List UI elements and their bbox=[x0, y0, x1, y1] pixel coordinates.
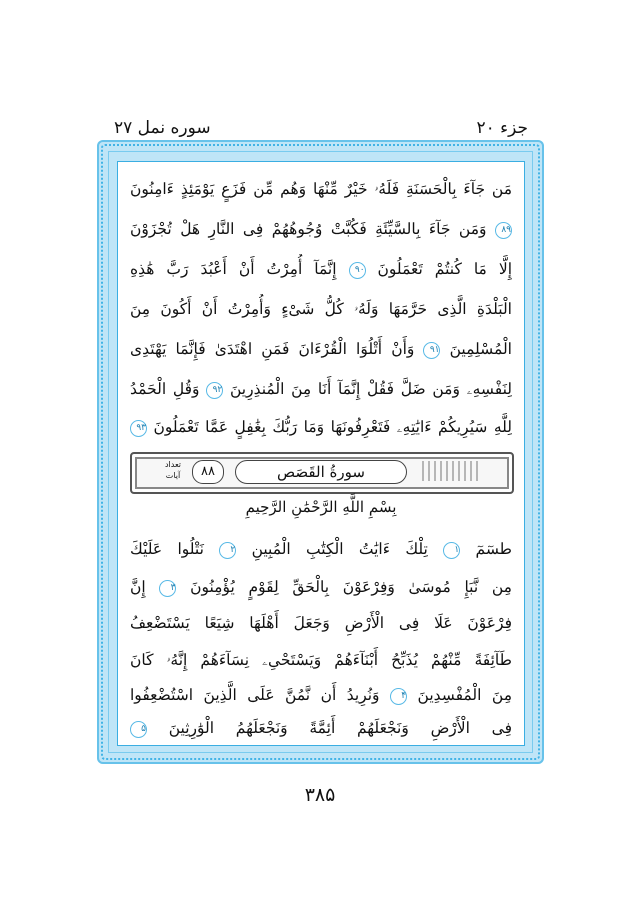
text-line bbox=[130, 572, 512, 602]
text-page bbox=[117, 161, 525, 746]
verse-text: وَمَن جَآءَ بِالسَّيِّئَةِ فَكُبَّتْ وُجُوهُهُمْ فِى النَّارِ هَلْ تُجْزَوْنَ bbox=[130, 220, 487, 238]
ayat-count: ۸۸ bbox=[192, 460, 224, 484]
ayah-marker: ۵ bbox=[130, 721, 147, 738]
verse-text: لِلَّهِ سَيُرِيكُمْ ءَايَٰتِهِۦ فَتَعْرِفُونَهَا وَمَا رَبُّكَ بِغَٰفِلٍ عَمَّا تَعْمَلُونَ bbox=[153, 418, 512, 436]
text-line bbox=[130, 214, 512, 244]
text-line bbox=[130, 374, 512, 404]
verse-text: مِن نَّبَإِ مُوسَىٰ وَفِرْعَوْنَ بِالْحَقِّ لِقَوْمٍ يُؤْمِنُونَ bbox=[190, 578, 512, 596]
ayah-marker: ۹۰ bbox=[349, 262, 366, 279]
text-line bbox=[130, 254, 512, 284]
text-line bbox=[130, 174, 512, 204]
text-line bbox=[130, 534, 512, 564]
verse-text: فِى الْأَرْضِ وَنَجْعَلَهُمْ أَئِمَّةً وَنَجْعَلَهُمُ الْوَٰرِثِينَ bbox=[168, 719, 512, 737]
banner-ornament bbox=[422, 461, 482, 481]
surah-name: سورةُ القَصَص bbox=[235, 460, 407, 484]
page-number: ۳۸۵ bbox=[304, 784, 336, 806]
ayah-marker: ۳ bbox=[159, 580, 176, 597]
verse-text: الْمُسْلِمِينَ bbox=[449, 340, 512, 358]
ayah-marker: ۸۹ bbox=[495, 222, 512, 239]
verse-text: وَأَنْ أَتْلُوَا الْقُرْءَانَ فَمَنِ اهْتَدَىٰ فَإِنَّمَا يَهْتَدِى bbox=[130, 340, 415, 358]
ayah-marker: ۹۱ bbox=[423, 342, 440, 359]
verse-text: تِلْكَ ءَايَٰتُ الْكِتَٰبِ الْمُبِينِ bbox=[251, 540, 428, 558]
ayah-marker: ۹۳ bbox=[130, 420, 147, 437]
text-line bbox=[130, 645, 512, 675]
basmala: بِسْمِ اللَّهِ الرَّحْمَٰنِ الرَّحِيمِ bbox=[245, 498, 397, 516]
ayah-marker: ۹۲ bbox=[206, 382, 223, 399]
verse-text: وَنُرِيدُ أَن نَّمُنَّ عَلَى الَّذِينَ اسْتُضْعِفُوا bbox=[130, 686, 380, 704]
verse-text: مَن جَآءَ بِالْحَسَنَةِ فَلَهُۥ خَيْرٌ مِّنْهَا وَهُم مِّن فَزَعٍ يَوْمَئِذٍ ءَامِنُونَ bbox=[130, 180, 512, 198]
verse-text: طسٓمٓ bbox=[475, 540, 512, 558]
ayah-marker: ۱ bbox=[443, 542, 460, 559]
verse-text: لِنَفْسِهِۦ وَمَن ضَلَّ فَقُلْ إِنَّمَآ أَنَا مِنَ الْمُنذِرِينَ bbox=[229, 380, 512, 398]
text-line bbox=[130, 608, 512, 638]
text-line bbox=[130, 294, 512, 324]
surah-label: سوره نمل ۲۷ bbox=[114, 118, 211, 138]
verse-text: الْبَلْدَةِ الَّذِى حَرَّمَهَا وَلَهُۥ كُلُّ شَىْءٍ وَأُمِرْتُ أَنْ أَكُونَ مِنَ bbox=[130, 300, 512, 318]
page-header bbox=[114, 118, 528, 140]
verse-text: مِنَ الْمُفْسِدِينَ bbox=[417, 686, 512, 704]
surah-banner bbox=[130, 452, 514, 494]
verse-text: إِلَّا مَا كُنتُمْ تَعْمَلُونَ bbox=[377, 260, 512, 278]
juz-label: جزء ۲۰ bbox=[476, 118, 528, 138]
ayah-marker: ۴ bbox=[390, 688, 407, 705]
ayat-count-label: تعداد آيات bbox=[164, 460, 182, 480]
verse-text: فِرْعَوْنَ عَلَا فِى الْأَرْضِ وَجَعَلَ أَهْلَهَا شِيَعًا يَسْتَضْعِفُ bbox=[130, 614, 512, 632]
verse-text: إِنَّ bbox=[130, 578, 146, 596]
text-line bbox=[130, 334, 512, 364]
ayah-marker: ۲ bbox=[219, 542, 236, 559]
verse-text: نَتْلُوا عَلَيْكَ bbox=[130, 540, 204, 558]
text-line bbox=[130, 713, 512, 743]
text-line bbox=[130, 680, 512, 710]
verse-text: طَآئِفَةً مِّنْهُمْ يُذَبِّحُ أَبْنَآءَهُمْ وَيَسْتَحْىِۦ نِسَآءَهُمْ إِنَّهُۥ كَانَ bbox=[130, 651, 512, 669]
verse-text: إِنَّمَآ أُمِرْتُ أَنْ أَعْبُدَ رَبَّ هَٰذِهِ bbox=[130, 260, 337, 278]
verse-text: وَقُلِ الْحَمْدُ bbox=[130, 380, 200, 398]
text-line bbox=[130, 412, 512, 442]
